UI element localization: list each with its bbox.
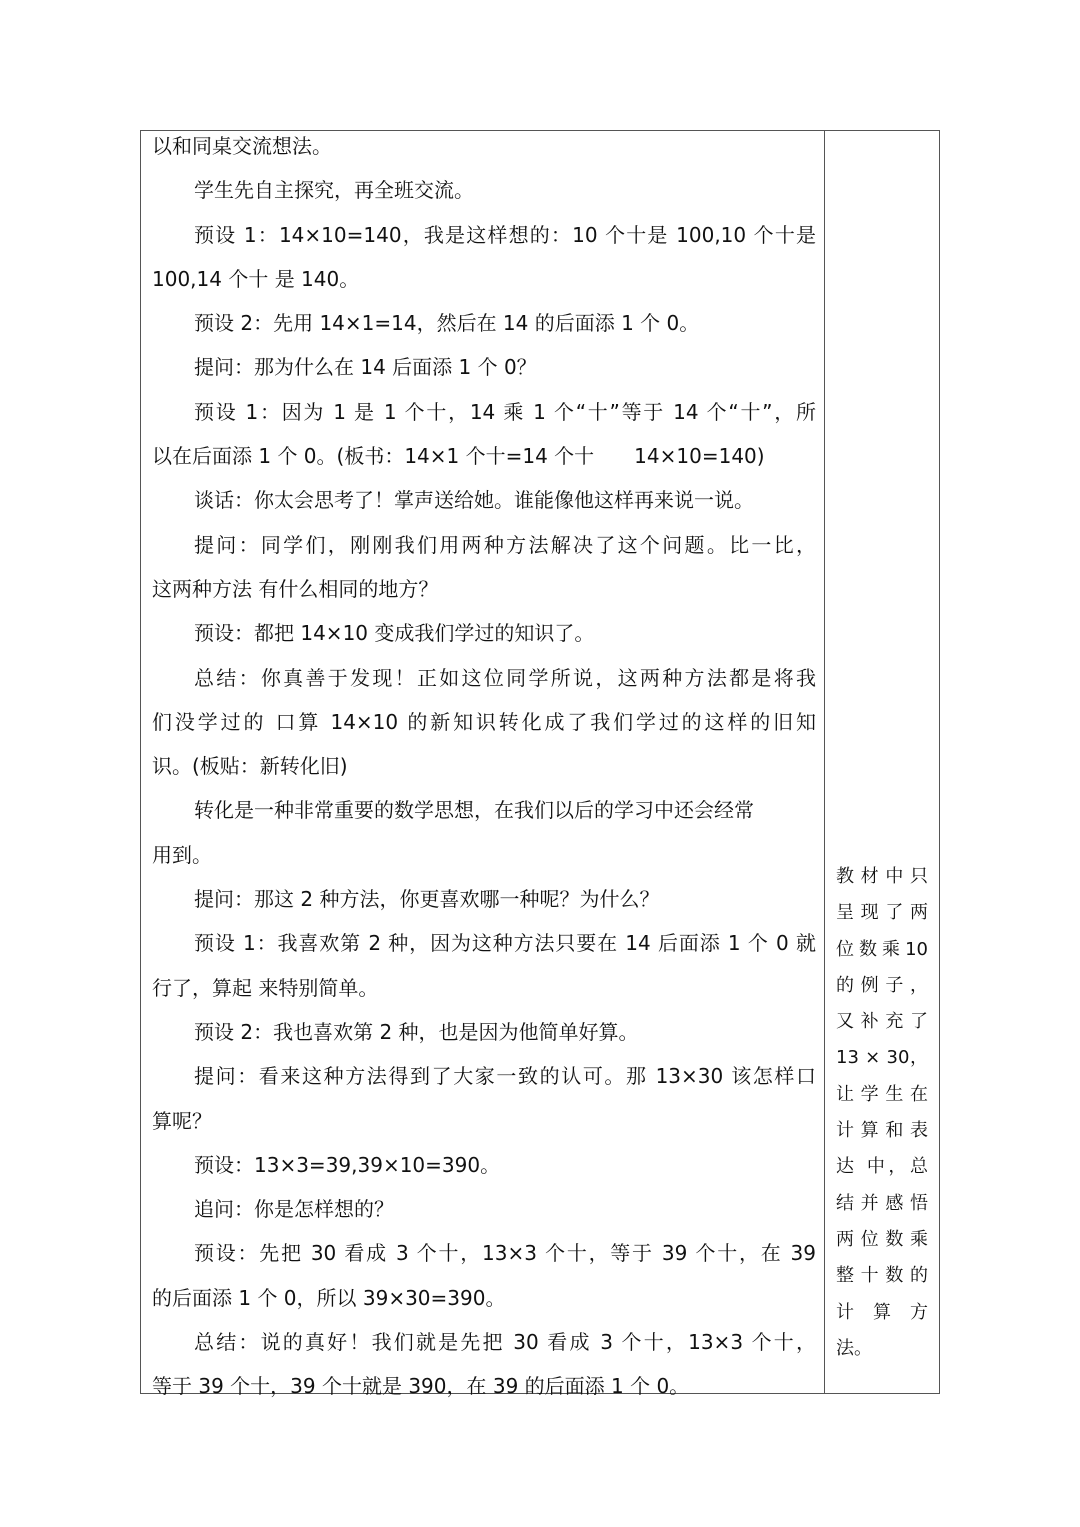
content-line: 以和同桌交流想法。 xyxy=(152,134,332,158)
content-line: 识。(板贴：新转化旧) xyxy=(152,754,348,779)
note-line: 让学生在 xyxy=(836,1083,928,1105)
note-line: 位数乘10 xyxy=(836,938,928,960)
column-divider xyxy=(824,130,825,1394)
content-line: 预设 1：我喜欢第 2 种，因为这种方法只要在 14 后面添 1 个 0 就 xyxy=(194,931,816,956)
content-line: 预设 2：先用 14×1=14，然后在 14 的后面添 1 个 0。 xyxy=(194,311,700,336)
note-line: 13 × 30， xyxy=(836,1047,928,1069)
content-line: 以在后面添 1 个 0。(板书：14×1 个十=14 个十 14×10=140) xyxy=(152,444,765,469)
content-line: 预设 1：14×10=140，我是这样想的：10 个十是 100,10 个十是 xyxy=(194,222,816,247)
note-line: 结并感悟 xyxy=(836,1192,928,1214)
note-line: 计算方 xyxy=(836,1301,928,1323)
note-line: 法。 xyxy=(836,1337,872,1359)
note-line: 呈现了两 xyxy=(836,902,928,924)
content-line: 提问：同学们，刚刚我们用两种方法解决了这个问题。比一比， xyxy=(194,532,816,557)
note-line: 又补充了 xyxy=(836,1011,928,1033)
content-line: 总结：说的真好！我们就是先把 30 看成 3 个十，13×3 个十， xyxy=(194,1330,816,1355)
note-line: 达 中，总 xyxy=(836,1156,928,1178)
note-line: 两位数乘 xyxy=(836,1228,928,1250)
content-line: 行了，算起 来特别简单。 xyxy=(152,975,379,1000)
content-line: 预设：13×3=39,39×10=390。 xyxy=(194,1152,501,1177)
content-line: 等于 39 个十，39 个十就是 390，在 39 的后面添 1 个 0。 xyxy=(152,1374,690,1399)
content-line: 学生先自主探究，再全班交流。 xyxy=(194,178,474,203)
note-line: 计算和表 xyxy=(836,1120,928,1142)
content-line: 提问：那这 2 种方法，你更喜欢哪一种呢？为什么？ xyxy=(194,887,660,912)
content-line: 总结：你真善于发现！正如这位同学所说，这两种方法都是将我 xyxy=(194,665,816,690)
content-line: 提问：那为什么在 14 后面添 1 个 0？ xyxy=(194,355,537,380)
content-line: 们没学过的 口算 14×10 的新知识转化成了我们学过的这样的旧知 xyxy=(152,709,816,734)
content-line: 预设 2：我也喜欢第 2 种，也是因为他简单好算。 xyxy=(194,1019,639,1044)
content-line: 追问：你是怎样想的？ xyxy=(194,1197,394,1222)
content-line: 的后面添 1 个 0，所以 39×30=390。 xyxy=(152,1285,506,1310)
content-line: 转化是一种非常重要的数学思想，在我们以后的学习中还会经常 xyxy=(194,798,754,823)
content-line: 100,14 个十 是 140。 xyxy=(152,266,360,291)
content-line: 预设：都把 14×10 变成我们学过的知识了。 xyxy=(194,621,595,646)
content-line: 预设：先把 30 看成 3 个十，13×3 个十，等于 39 个十，在 39 xyxy=(194,1241,816,1266)
design-intent-note xyxy=(836,859,928,1367)
content-line: 用到。 xyxy=(152,842,212,867)
note-line: 教材中只 xyxy=(836,866,928,887)
note-line: 的例子， xyxy=(836,974,928,996)
lesson-content xyxy=(152,124,816,1409)
content-line: 谈话：你太会思考了！掌声送给她。谁能像他这样再来说一说。 xyxy=(194,488,754,513)
content-line: 算呢？ xyxy=(152,1108,212,1133)
content-line: 预设 1：因为 1 是 1 个十，14 乘 1 个“十”等于 14 个“十”，所 xyxy=(194,399,816,424)
content-line: 这两种方法 有什么相同的地方？ xyxy=(152,576,439,601)
content-line: 提问：看来这种方法得到了大家一致的认可。那 13×30 该怎样口 xyxy=(194,1064,816,1089)
note-line: 整十数的 xyxy=(836,1265,928,1287)
